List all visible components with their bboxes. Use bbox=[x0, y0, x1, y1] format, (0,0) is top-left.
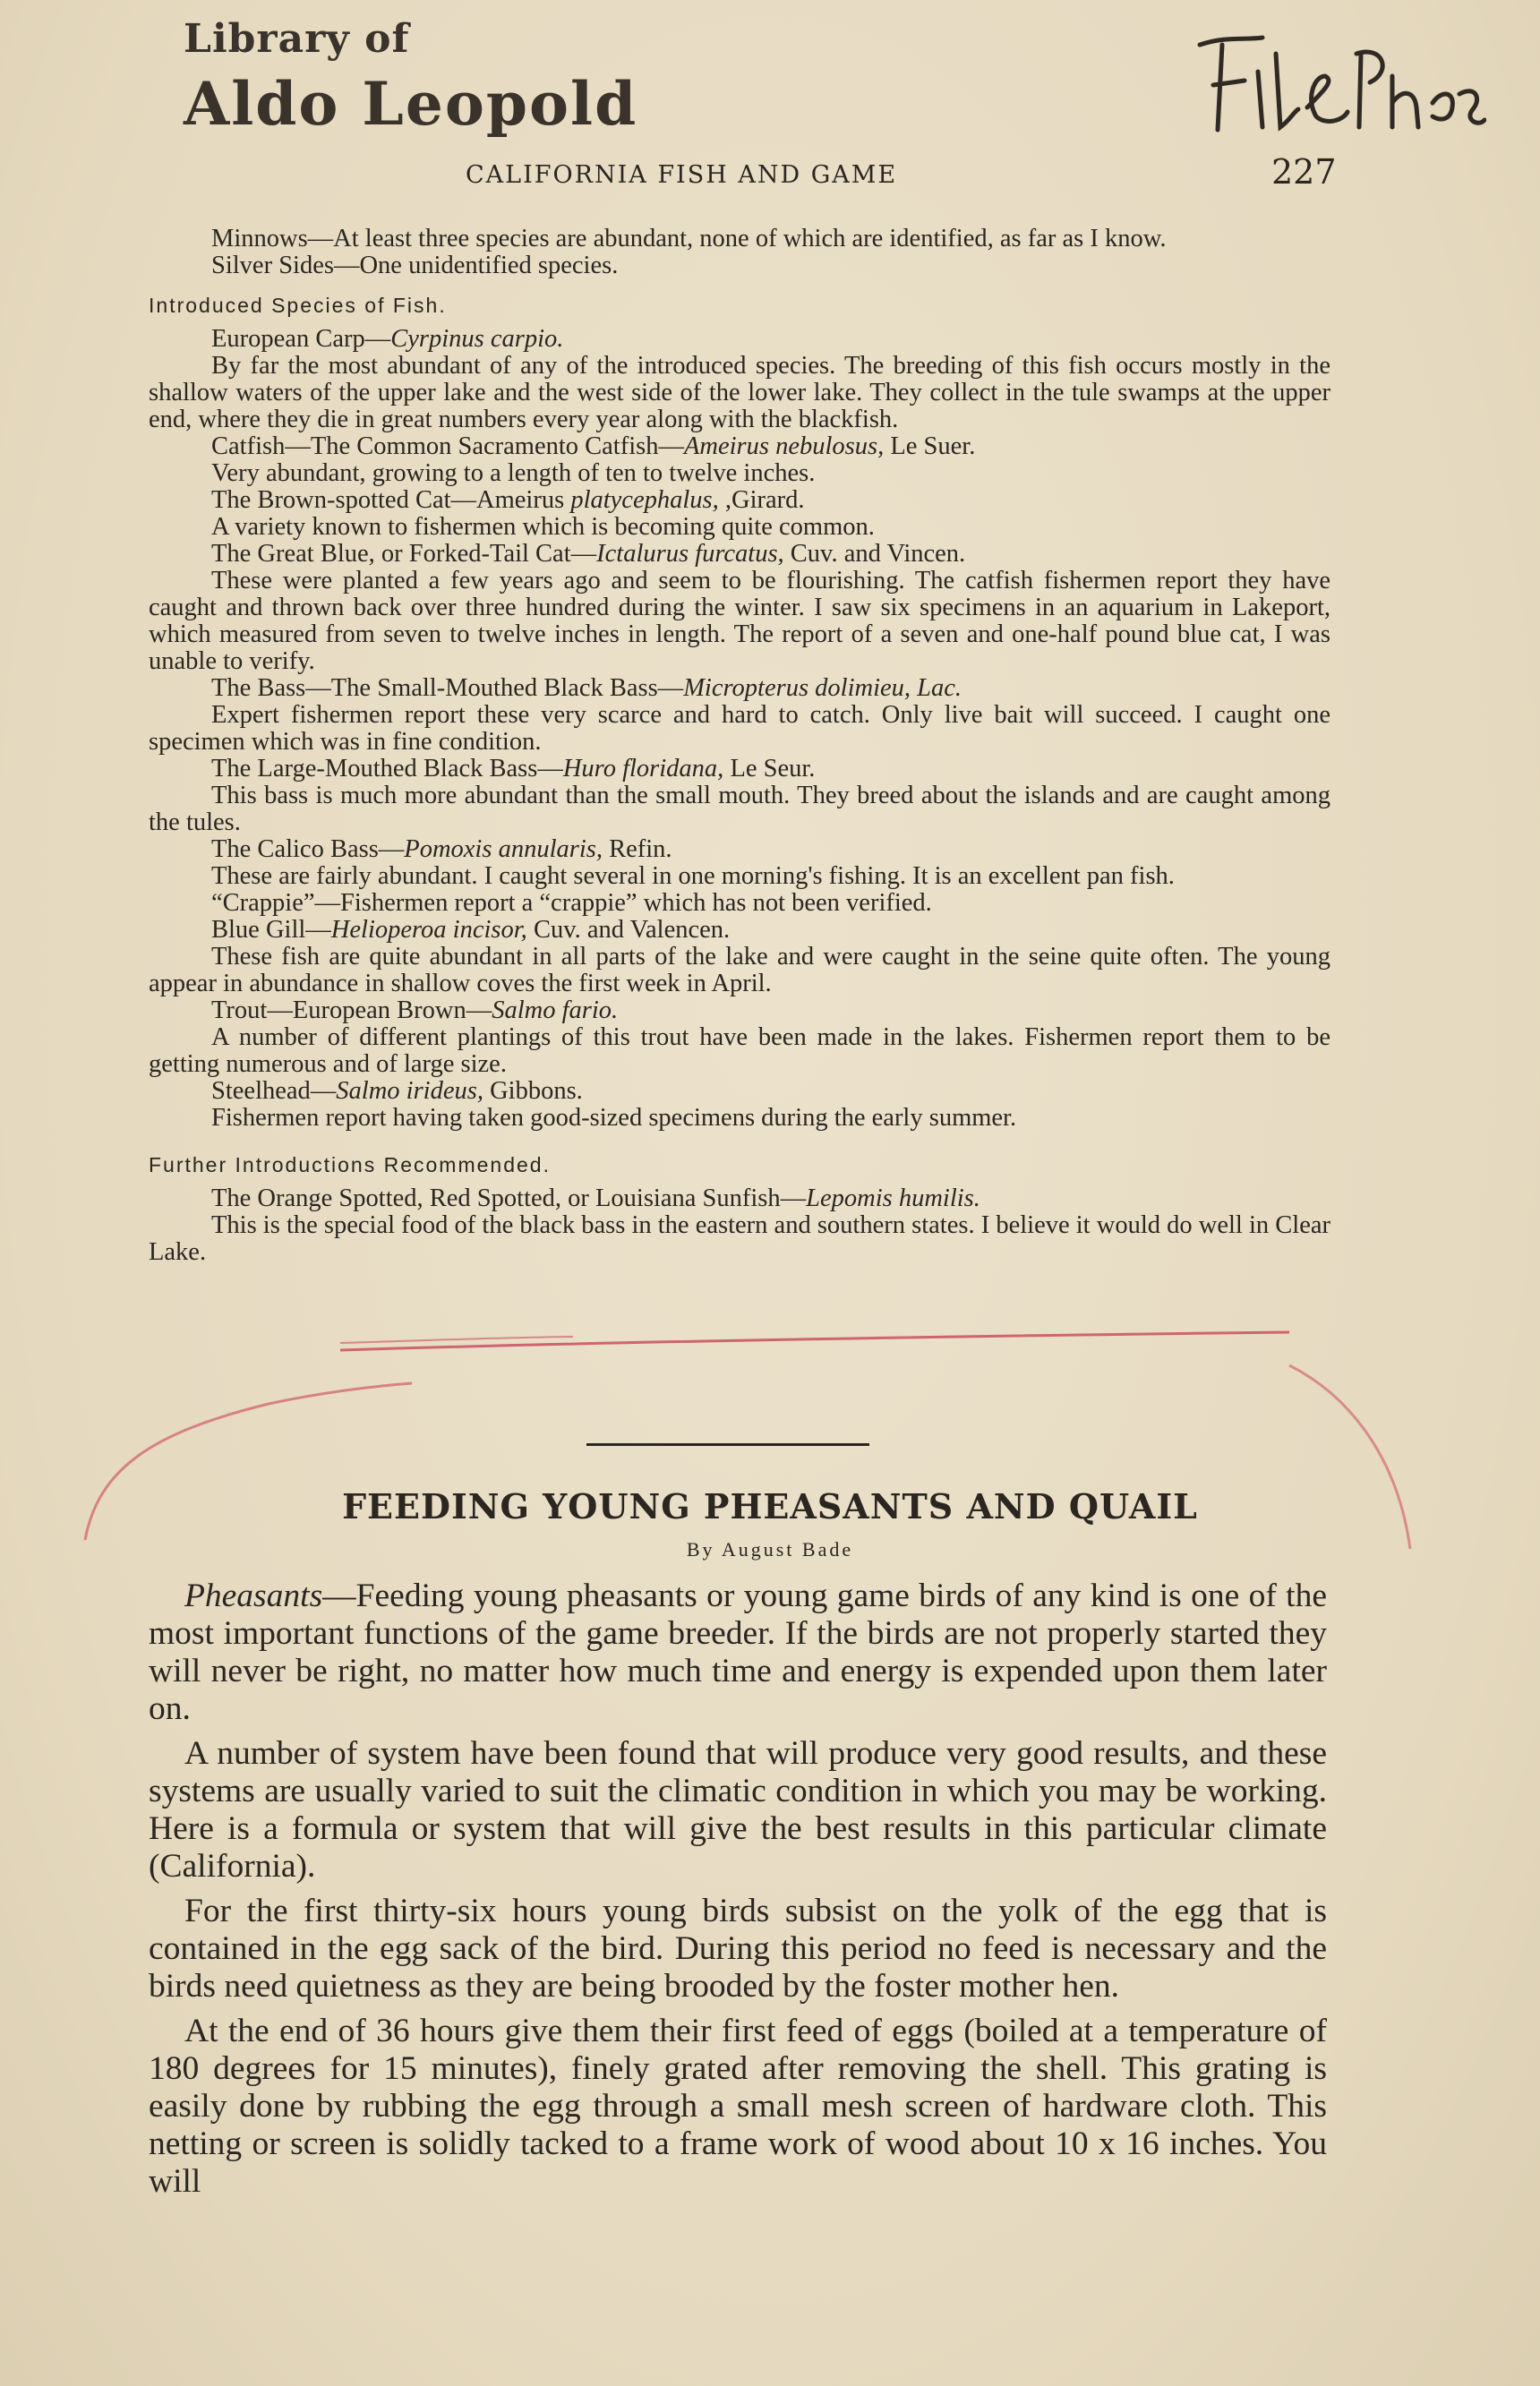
common-name: Catfish—The Common Sacramento Catfish— bbox=[211, 432, 684, 460]
fish-list bbox=[149, 226, 1330, 1266]
description-text: Very abundant, growing to a length of ten to twelve inches. bbox=[211, 459, 816, 487]
description-text: Fishermen report having taken good-sized specimens during the early summer. bbox=[211, 1104, 1017, 1132]
scientific-name: Salmo fario. bbox=[492, 996, 619, 1024]
scientific-name: Helioperoa incisor, bbox=[330, 916, 527, 944]
species-heading bbox=[149, 917, 1330, 944]
stamp-line-2: Aldo Leopold bbox=[184, 69, 638, 139]
species-heading bbox=[149, 890, 1330, 917]
species-heading bbox=[149, 1078, 1330, 1105]
description-text: This bass is much more abundant than the small mouth. They breed about the islands and are caught among the tules. bbox=[149, 782, 1330, 836]
section-heading-introduced: Introduced Species of Fish. bbox=[149, 294, 447, 317]
species-heading bbox=[149, 487, 1330, 514]
species-description bbox=[149, 353, 1330, 433]
authority: Le Suer. bbox=[884, 432, 976, 460]
scientific-name: Ictalurus furcatus, bbox=[596, 540, 784, 568]
species-description bbox=[149, 1105, 1330, 1132]
species-heading bbox=[149, 541, 1330, 568]
paragraph-text: —Feeding young pheasants or young game birds of any kind is one of the most important functions of the game breeder. If the birds are not properly started they will never be right, no matter how much time and energy is expended upon them later on. bbox=[149, 1578, 1327, 1727]
description-text: This is the special food of the black bass in the eastern and southern states. I believe it would do well in Clear Lake. bbox=[149, 1211, 1330, 1266]
description-text: A variety known to fishermen which is becoming quite common. bbox=[211, 513, 875, 541]
species-description bbox=[149, 863, 1330, 890]
species-description bbox=[149, 568, 1330, 675]
species-description bbox=[149, 783, 1330, 836]
section-heading-further: Further Introductions Recommended. bbox=[149, 1153, 551, 1176]
common-name: Blue Gill— bbox=[211, 916, 331, 944]
authority: Cuv. and Valencen. bbox=[526, 916, 731, 944]
running-head: CALIFORNIA FISH AND GAME bbox=[466, 161, 898, 189]
stamp-line-1: Library of bbox=[184, 16, 410, 62]
species-heading bbox=[149, 675, 1330, 702]
description-text: By far the most abundant of any of the introduced species. The breeding of this fish occurs mostly in the shallow waters of the upper lake and the west side of the lower lake. They collect in the tule swamps at the upper end, where they die in great numbers every year along with the blackfish. bbox=[149, 352, 1330, 433]
entry-text: Minnows—At least three species are abundant, none of which are identified, as far as I know. bbox=[211, 225, 1167, 252]
species-heading bbox=[149, 433, 1330, 460]
species-description bbox=[149, 1212, 1330, 1266]
species-description bbox=[149, 944, 1330, 997]
article-paragraph: At the end of 36 hours give them their first feed of eggs (boiled at a temperature of 180 degrees for 15 minutes), finely grated after removing the shell. This grating is easily done by rubbing the egg through a small mesh screen of hardware cloth. This netting or screen is solidly tacked to a frame work of wood about 10 x 16 inches. You will bbox=[149, 2013, 1327, 2200]
article-paragraph bbox=[149, 1578, 1327, 1728]
species-description bbox=[149, 460, 1330, 487]
article-paragraph: A number of system have been found that will produce very good results, and these systems are usually varied to suit the climatic condition in which you may be working. Here is a formula or system that will give the best results in this particular climate (California). bbox=[149, 1735, 1327, 1885]
species-heading bbox=[149, 756, 1330, 783]
species-heading bbox=[149, 836, 1330, 863]
authority: Refin. bbox=[602, 835, 672, 863]
article-paragraph: For the first thirty-six hours young birds subsist on the yolk of the egg that is contained in the egg sack of the bird. During this period no feed is necessary and the birds need quietness as they are being brooded by the foster mother hen. bbox=[149, 1893, 1327, 2005]
authority: Gibbons. bbox=[483, 1077, 583, 1105]
description-text: These fish are quite abundant in all parts of the lake and were caught in the seine quite often. The young appear in abundance in shallow coves the first week in April. bbox=[149, 943, 1330, 997]
common-name: “Crappie”—Fishermen report a “crappie” which has not been verified. bbox=[211, 889, 932, 917]
common-name: The Calico Bass— bbox=[211, 835, 405, 863]
species-heading bbox=[149, 997, 1330, 1024]
common-name: The Great Blue, or Forked-Tail Cat— bbox=[211, 540, 597, 568]
further-list bbox=[149, 1185, 1330, 1266]
library-stamp bbox=[184, 16, 637, 139]
scientific-name: platycephalus, bbox=[570, 486, 719, 514]
section-divider bbox=[586, 1443, 869, 1446]
common-name: The Large-Mouthed Black Bass— bbox=[211, 755, 563, 783]
common-name: The Orange Spotted, Red Spotted, or Louisiana Sunfish— bbox=[211, 1184, 807, 1212]
authority: Le Seur. bbox=[723, 755, 816, 783]
scientific-name: Ameirus nebulosus, bbox=[683, 432, 885, 460]
scientific-name: Salmo irideus, bbox=[336, 1077, 483, 1105]
common-name: European Carp— bbox=[211, 325, 391, 353]
species-description bbox=[149, 514, 1330, 541]
species-description bbox=[149, 702, 1330, 756]
scientific-name: Huro floridana, bbox=[562, 755, 724, 783]
description-text: These were planted a few years ago and seem to be flourishing. The catfish fishermen report they have caught and thrown back over three hundred during the winter. I saw six specimens in an aquarium in Lakeport, which measured from seven to twelve inches in length. The report of a seven and one-half pound blue cat, I was unable to verify. bbox=[149, 567, 1330, 675]
description-text: A number of different plantings of this trout have been made in the lakes. Fishermen report them to be getting numerous and of large size. bbox=[149, 1023, 1330, 1078]
silver-sides-entry bbox=[149, 252, 1330, 279]
authority: ,Girard. bbox=[718, 486, 805, 514]
lead-italic: Pheasants bbox=[184, 1578, 323, 1614]
scientific-name: Cyrpinus carpio. bbox=[390, 325, 564, 353]
species-list bbox=[149, 326, 1330, 1132]
common-name: Steelhead— bbox=[211, 1077, 337, 1105]
common-name: The Bass—The Small-Mouthed Black Bass— bbox=[211, 674, 684, 702]
page-number: 227 bbox=[1271, 152, 1337, 192]
common-name: Trout—European Brown— bbox=[211, 996, 492, 1024]
article-byline: By August Bade bbox=[686, 1538, 854, 1561]
scientific-name: Pomoxis annularis, bbox=[404, 835, 603, 863]
species-heading bbox=[149, 326, 1330, 353]
species-description bbox=[149, 1024, 1330, 1078]
description-text: Expert fishermen report these very scarce and hard to catch. Only live bait will succeed. I caught one specimen which was in fine condition. bbox=[149, 701, 1330, 756]
description-text: These are fairly abundant. I caught several in one morning's fishing. It is an excellent pan fish. bbox=[211, 862, 1175, 890]
article-body bbox=[149, 1578, 1327, 2208]
minnows-entry bbox=[149, 226, 1330, 252]
common-name: The Brown-spotted Cat—Ameirus bbox=[211, 486, 571, 514]
authority: Cuv. and Vincen. bbox=[783, 540, 966, 568]
scientific-name: Micropterus dolimieu, Lac. bbox=[683, 674, 962, 702]
handwritten-note bbox=[1191, 27, 1486, 143]
species-heading bbox=[149, 1185, 1330, 1212]
article-title: FEEDING YOUNG PHEASANTS AND QUAIL bbox=[342, 1486, 1198, 1527]
scientific-name: Lepomis humilis. bbox=[806, 1184, 980, 1212]
entry-text: Silver Sides—One unidentified species. bbox=[211, 252, 619, 279]
